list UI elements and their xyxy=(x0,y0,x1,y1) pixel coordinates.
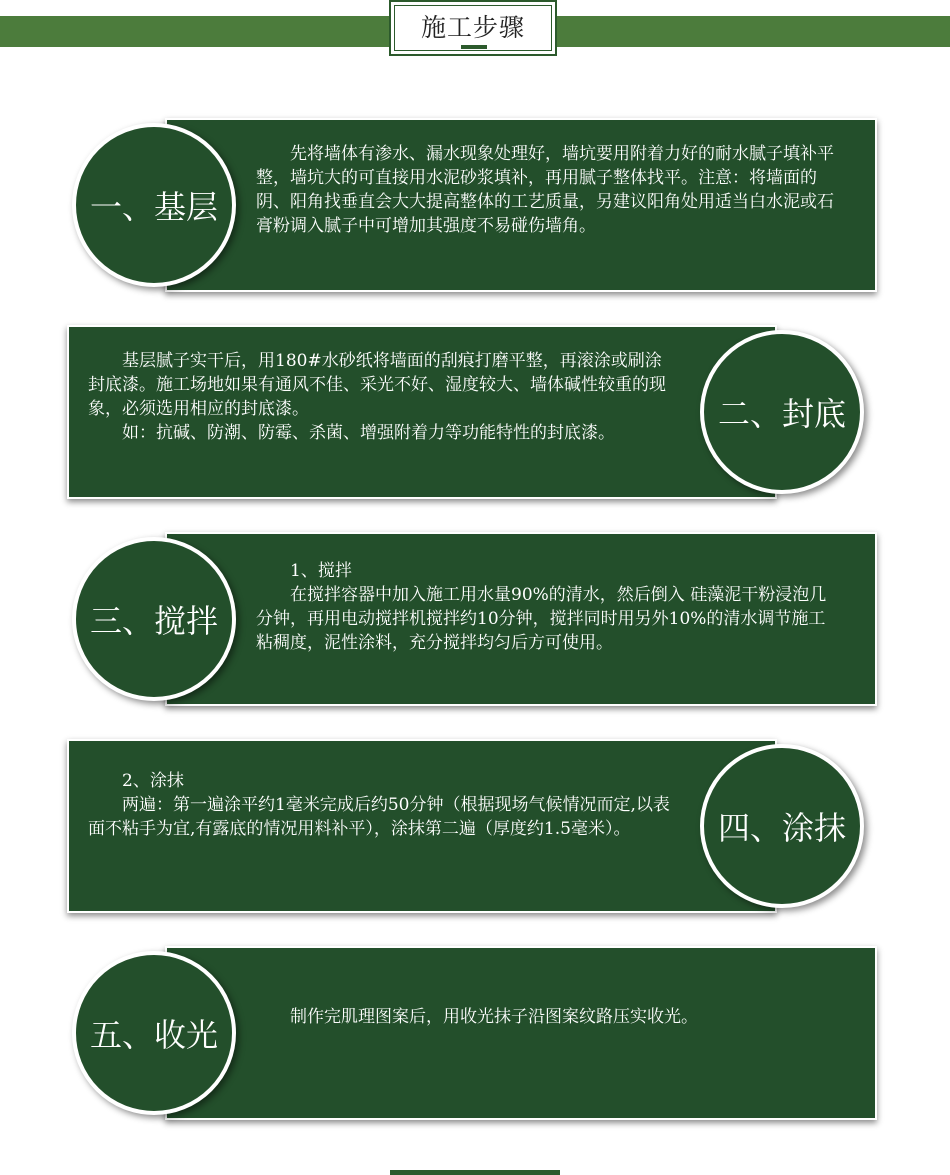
step-label-4: 四、涂抹 xyxy=(717,809,846,847)
step-card-5 xyxy=(165,946,877,1120)
step-2-paragraph-1: 基层腻子实干后，用180#水砂纸将墙面的刮痕打磨平整，再滚涂或刷涂封底漆。施工场地如果有通风不佳、采光不好、湿度较大、墙体碱性较重的现象，必须选用相应的封底漆。 xyxy=(88,351,666,419)
title-underline xyxy=(461,45,487,49)
step-3-paragraph-2: 在搅拌容器中加入施工用水量90%的清水，然后倒入 硅藻泥干粉浸泡几分钟，再用电动搅拌机搅拌约10分钟，搅拌同时用另外10%的清水调节施工粘稠度，泥性涂料，充分搅拌均匀后方可使用。 xyxy=(256,585,827,653)
step-circle-3 xyxy=(72,537,236,701)
step-circle-5 xyxy=(72,951,236,1115)
step-4-paragraph-1: 2、涂抹 xyxy=(122,771,184,791)
step-1-paragraph-1: 先将墙体有渗水、漏水现象处理好，墙坑要用附着力好的耐水腻子填补平整，墙坑大的可直接用水泥砂浆填补，再用腻子整体找平。注意：将墙面的阴、阳角找垂直会大大提高整体的工艺质量，另建议阳角处用适当白水泥或石膏粉调入腻子中可增加其强度不易碰伤墙角。 xyxy=(256,144,834,236)
step-text-2 xyxy=(88,349,673,445)
step-label-1: 一、基层 xyxy=(89,188,218,226)
section-title-box xyxy=(389,0,557,56)
step-circle-1 xyxy=(72,123,236,287)
step-text-5 xyxy=(256,1005,841,1029)
step-2-paragraph-2: 如：抗碱、防潮、防霉、杀菌、增强附着力等功能特性的封底漆。 xyxy=(122,423,615,443)
step-circle-2 xyxy=(700,330,864,494)
step-5-paragraph-1: 制作完肌理图案后，用收光抹子沿图案纹路压实收光。 xyxy=(290,1007,698,1027)
bottom-divider xyxy=(390,1170,560,1175)
step-text-1 xyxy=(256,142,841,238)
step-3-paragraph-1: 1、搅拌 xyxy=(290,561,352,581)
step-label-3: 三、搅拌 xyxy=(89,602,218,640)
step-label-5: 五、收光 xyxy=(89,1016,218,1054)
step-text-3 xyxy=(256,559,841,655)
section-title: 施工步骤 xyxy=(420,13,525,42)
step-label-2: 二、封底 xyxy=(717,395,846,433)
step-text-4 xyxy=(88,769,673,841)
step-circle-4 xyxy=(700,744,864,908)
step-4-paragraph-2: 两遍：第一遍涂平约1毫米完成后约50分钟（根据现场气候情况而定,以表面不粘手为宜,有露底的情况用料补平），涂抹第二遍（厚度约1.5毫米）。 xyxy=(88,795,670,839)
